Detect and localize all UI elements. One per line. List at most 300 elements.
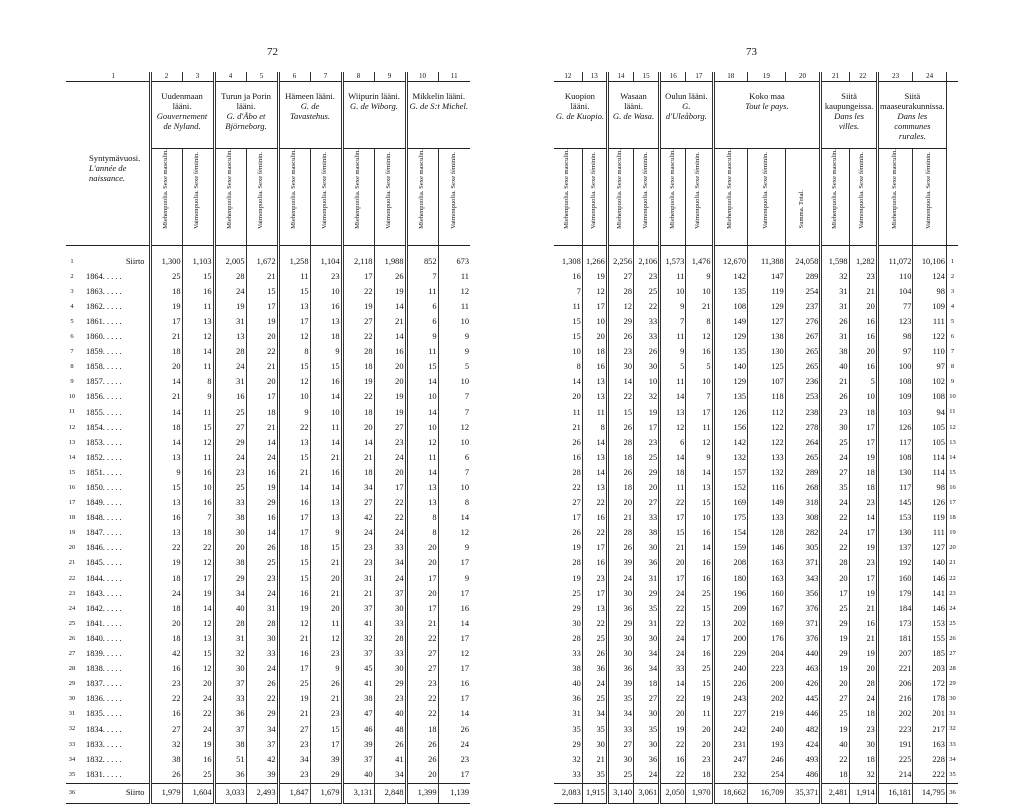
data-value: 118 xyxy=(748,390,786,405)
data-value: 16 xyxy=(310,300,342,315)
data-value: 173 xyxy=(877,617,913,632)
table-row xyxy=(554,405,958,420)
table-row xyxy=(554,586,958,601)
row-number: 14 xyxy=(68,453,76,461)
birth-year-cell: 1831. . . . . xyxy=(86,769,122,779)
data-value: 18 xyxy=(849,707,877,722)
data-value: 41 xyxy=(374,752,406,767)
data-value: 122 xyxy=(748,420,786,435)
male-label: Miehenpuolia. Sexe masculin. xyxy=(162,149,170,229)
county-name-fr: G. de Wasa. xyxy=(612,110,655,121)
sex-header xyxy=(877,149,913,246)
data-value: 38 xyxy=(572,664,581,674)
spacer-cell xyxy=(554,246,582,255)
data-value: 221 xyxy=(877,662,913,677)
spacer-cell xyxy=(634,246,660,255)
column-number: 13 xyxy=(582,72,607,82)
birth-year: 1833 xyxy=(86,739,103,749)
table-row xyxy=(554,375,958,390)
right-statistics-table xyxy=(554,72,958,804)
data-value: 97 xyxy=(913,360,946,375)
table-row xyxy=(554,284,958,299)
data-value: 33 xyxy=(572,769,581,779)
row-number: 32 xyxy=(68,725,76,733)
data-value: 17 xyxy=(246,300,278,315)
data-value: 27 xyxy=(150,722,182,737)
data-value: 31 xyxy=(821,330,849,345)
data-value: 153 xyxy=(877,511,913,526)
data-value: 20 xyxy=(374,466,406,481)
data-value: 17 xyxy=(438,586,470,601)
data-value: 34 xyxy=(246,722,278,737)
data-value: 130 xyxy=(748,345,786,360)
sex-header xyxy=(554,149,582,246)
column-number: 1 xyxy=(78,72,150,82)
county-name: Koko maa xyxy=(749,91,785,101)
data-value: 23 xyxy=(310,647,342,662)
data-value: 24 xyxy=(214,360,246,375)
data-value: 20 xyxy=(374,360,406,375)
data-value: 11 xyxy=(182,405,214,420)
data-value: 38 xyxy=(821,345,849,360)
carried-value: 852 xyxy=(406,254,438,269)
data-value: 21 xyxy=(849,632,877,647)
data-value: 46 xyxy=(342,722,374,737)
data-value: 25 xyxy=(607,767,633,783)
data-value: 30 xyxy=(634,541,660,556)
data-value: 18 xyxy=(660,466,686,481)
data-value: 119 xyxy=(913,511,946,526)
data-value: 17 xyxy=(849,526,877,541)
birth-year-cell: 1858. . . . . xyxy=(86,362,122,372)
table-row xyxy=(66,541,470,556)
data-value: 22 xyxy=(182,541,214,556)
data-value: 17 xyxy=(849,435,877,450)
table-row xyxy=(66,571,470,586)
data-value: 18 xyxy=(607,450,633,465)
data-value: 129 xyxy=(713,330,748,345)
data-value: 5 xyxy=(438,360,470,375)
data-value: 17 xyxy=(438,767,470,783)
data-value: 32 xyxy=(849,767,877,783)
data-value: 10 xyxy=(310,284,342,299)
table-row xyxy=(66,390,470,405)
data-value: 30 xyxy=(634,707,660,722)
spacer-cell xyxy=(66,246,78,255)
data-value: 26 xyxy=(607,466,633,481)
carried-value: 1,988 xyxy=(374,254,406,269)
data-value: 29 xyxy=(634,586,660,601)
table-row xyxy=(554,300,958,315)
data-value: 20 xyxy=(406,556,438,571)
data-value: 18 xyxy=(150,284,182,299)
data-value: 19 xyxy=(150,300,182,315)
data-value: 11 xyxy=(572,301,581,311)
data-value: 240 xyxy=(713,662,748,677)
spacer-cell xyxy=(278,246,310,255)
row-number: 7 xyxy=(70,348,74,356)
data-value: 29 xyxy=(246,496,278,511)
total-value: 1,847 xyxy=(278,783,310,803)
birth-year: 1851 xyxy=(86,467,103,477)
birth-year-cell: 1840. . . . . xyxy=(86,633,122,643)
data-value: 11 xyxy=(686,707,713,722)
data-value: 20 xyxy=(634,481,660,496)
data-value: 30 xyxy=(214,662,246,677)
table-row xyxy=(66,722,470,737)
county-group-header xyxy=(713,82,821,149)
data-value: 37 xyxy=(214,722,246,737)
birth-year: 1840 xyxy=(86,633,103,643)
total-value: 16,181 xyxy=(877,783,913,803)
data-value: 24 xyxy=(374,571,406,586)
data-value: 16 xyxy=(246,466,278,481)
data-value: 22 xyxy=(246,345,278,360)
data-value: 21 xyxy=(310,556,342,571)
data-value: 30 xyxy=(634,737,660,752)
data-value: 23 xyxy=(582,571,607,586)
data-value: 20 xyxy=(406,541,438,556)
birth-year-cell: 1863. . . . . xyxy=(86,286,122,296)
data-value: 22 xyxy=(374,496,406,511)
table-row xyxy=(554,556,958,571)
data-value: 176 xyxy=(748,632,786,647)
data-value: 24 xyxy=(821,496,849,511)
data-value: 15 xyxy=(686,677,713,692)
county-name: Wiipurin lääni. xyxy=(348,91,400,101)
table-row xyxy=(554,360,958,375)
data-value: 14 xyxy=(374,300,406,315)
data-value: 21 xyxy=(246,269,278,284)
data-value: 40 xyxy=(342,767,374,783)
data-value: 21 xyxy=(849,284,877,299)
data-value: 14 xyxy=(582,435,607,450)
page-number-right: 73 xyxy=(746,46,757,58)
data-value: 114 xyxy=(913,466,946,481)
data-value: 16 xyxy=(310,375,342,390)
table-row xyxy=(66,435,470,450)
column-number: 9 xyxy=(374,72,406,82)
sex-header xyxy=(150,149,182,246)
data-value: 308 xyxy=(785,511,821,526)
data-value: 13 xyxy=(582,481,607,496)
data-value: 114 xyxy=(913,450,946,465)
data-value: 24 xyxy=(150,586,182,601)
data-value: 16 xyxy=(150,662,182,677)
data-value: 33 xyxy=(214,692,246,707)
data-value: 21 xyxy=(278,466,310,481)
data-value: 20 xyxy=(214,541,246,556)
data-value: 486 xyxy=(785,767,821,783)
data-value: 10 xyxy=(582,315,607,330)
birth-year: 1857 xyxy=(86,377,103,387)
table-row xyxy=(554,662,958,677)
data-value: 17 xyxy=(278,511,310,526)
data-value: 31 xyxy=(821,300,849,315)
row-number: 31 xyxy=(946,707,958,722)
data-value: 36 xyxy=(214,707,246,722)
data-value: 16 xyxy=(686,647,713,662)
data-value: 28 xyxy=(849,677,877,692)
data-value: 18 xyxy=(849,752,877,767)
data-value: 14 xyxy=(150,405,182,420)
data-value: 29 xyxy=(607,315,633,330)
birth-year-header xyxy=(66,82,150,246)
female-label: Vaimonpuolia. Sexe féminin. xyxy=(694,151,702,229)
data-value: 22 xyxy=(821,511,849,526)
data-value: 13 xyxy=(310,496,342,511)
female-label: Vaimonpuolia. Sexe féminin. xyxy=(858,151,866,229)
birth-year-cell: 1855. . . . . xyxy=(86,407,122,417)
spacer-cell xyxy=(660,246,686,255)
data-value: 21 xyxy=(246,360,278,375)
data-value: 7 xyxy=(576,286,581,296)
data-value: 33 xyxy=(572,649,581,659)
county-name: Kuopion lääni. xyxy=(564,91,595,111)
data-value: 36 xyxy=(634,556,660,571)
data-value: 160 xyxy=(877,571,913,586)
data-value: 108 xyxy=(877,450,913,465)
data-value: 20 xyxy=(686,737,713,752)
data-value: 17 xyxy=(278,662,310,677)
data-value: 17 xyxy=(821,586,849,601)
data-value: 15 xyxy=(278,556,310,571)
data-value: 18 xyxy=(849,405,877,420)
birth-year-cell: 1848. . . . . xyxy=(86,513,122,523)
data-value: 146 xyxy=(913,571,946,586)
data-value: 163 xyxy=(913,737,946,752)
spacer-cell xyxy=(785,246,821,255)
data-value: 16 xyxy=(572,452,581,462)
table-row xyxy=(554,330,958,345)
data-value: 17 xyxy=(582,586,607,601)
birth-year: 1839 xyxy=(86,649,103,659)
data-value: 265 xyxy=(785,450,821,465)
sex-header xyxy=(686,149,713,246)
data-value: 18 xyxy=(607,481,633,496)
county-name: Oulun lääni. xyxy=(665,91,708,101)
data-value: 26 xyxy=(582,647,607,662)
data-value: 18 xyxy=(342,360,374,375)
row-number: 2 xyxy=(946,269,958,284)
carried-label: Siirto xyxy=(125,256,145,266)
data-value: 122 xyxy=(913,330,946,345)
column-number: 12 xyxy=(554,72,582,82)
county-group-header xyxy=(660,82,713,149)
data-value: 12 xyxy=(182,435,214,450)
table-row xyxy=(66,752,470,767)
table-row xyxy=(554,435,958,450)
data-value: 30 xyxy=(582,737,607,752)
data-value: 18 xyxy=(342,405,374,420)
data-value: 11 xyxy=(406,345,438,360)
row-number: 19 xyxy=(946,526,958,541)
data-value: 305 xyxy=(785,541,821,556)
table-row xyxy=(554,481,958,496)
birth-year: 1852 xyxy=(86,452,103,462)
data-value: 138 xyxy=(748,330,786,345)
spacer-cell xyxy=(946,246,958,255)
data-value: 13 xyxy=(582,375,607,390)
data-value: 14 xyxy=(406,405,438,420)
data-value: 15 xyxy=(150,481,182,496)
data-value: 35 xyxy=(607,692,633,707)
data-value: 179 xyxy=(877,586,913,601)
data-value: 9 xyxy=(310,662,342,677)
data-value: 12 xyxy=(438,647,470,662)
data-value: 9 xyxy=(310,526,342,541)
total-value: 3,033 xyxy=(214,783,246,803)
birth-year: 1863 xyxy=(86,286,103,296)
data-value: 112 xyxy=(748,405,786,420)
data-value: 32 xyxy=(214,647,246,662)
data-value: 376 xyxy=(785,632,821,647)
data-value: 24 xyxy=(634,767,660,783)
data-value: 13 xyxy=(582,450,607,465)
column-number-spacer xyxy=(66,72,78,82)
data-value: 24 xyxy=(214,284,246,299)
data-value: 28 xyxy=(607,284,633,299)
row-number: 4 xyxy=(946,300,958,315)
data-value: 42 xyxy=(342,511,374,526)
data-value: 11 xyxy=(278,269,310,284)
data-value: 17 xyxy=(374,481,406,496)
data-value: 12 xyxy=(686,435,713,450)
female-label: Vaimonpuolia. Sexe féminin. xyxy=(257,151,265,229)
data-value: 8 xyxy=(582,420,607,435)
carried-value: 12,670 xyxy=(713,254,748,269)
data-value: 48 xyxy=(374,722,406,737)
data-value: 13 xyxy=(310,511,342,526)
table-row xyxy=(554,707,958,722)
data-value: 22 xyxy=(150,692,182,707)
table-row xyxy=(66,586,470,601)
birth-year: 1844 xyxy=(86,573,103,583)
spacer-cell xyxy=(214,246,246,255)
data-value: 28 xyxy=(374,632,406,647)
data-value: 13 xyxy=(686,481,713,496)
row-number: 13 xyxy=(68,438,76,446)
total-value: 1,915 xyxy=(582,783,607,803)
data-value: 36 xyxy=(634,752,660,767)
county-name: Mikkelin lääni. xyxy=(412,91,465,101)
data-value: 34 xyxy=(374,767,406,783)
data-value: 207 xyxy=(877,647,913,662)
birth-year-cell: 1860. . . . . xyxy=(86,332,122,342)
row-number: 19 xyxy=(68,529,76,537)
data-value: 127 xyxy=(913,541,946,556)
birth-year-cell: 1836. . . . . xyxy=(86,694,122,704)
data-value: 16 xyxy=(438,677,470,692)
data-value: 141 xyxy=(913,586,946,601)
spacer-cell xyxy=(182,246,214,255)
data-value: 28 xyxy=(572,467,581,477)
data-value: 18 xyxy=(150,601,182,616)
row-number: 10 xyxy=(68,393,76,401)
spacer-cell xyxy=(748,246,786,255)
data-value: 265 xyxy=(785,360,821,375)
birth-year: 1832 xyxy=(86,754,103,764)
carried-value: 2,118 xyxy=(342,254,374,269)
column-number: 24 xyxy=(913,72,946,82)
birth-year-cell: 1832. . . . . xyxy=(86,754,122,764)
data-value: 128 xyxy=(748,526,786,541)
data-value: 10 xyxy=(572,347,581,357)
data-value: 33 xyxy=(607,722,633,737)
data-value: 214 xyxy=(877,767,913,783)
data-value: 17 xyxy=(686,632,713,647)
table-row xyxy=(554,692,958,707)
data-value: 12 xyxy=(686,330,713,345)
data-value: 27 xyxy=(572,498,581,508)
data-value: 9 xyxy=(438,330,470,345)
birth-year: 1850 xyxy=(86,483,103,492)
data-value: 23 xyxy=(634,435,660,450)
row-number: 23 xyxy=(946,586,958,601)
data-value: 9 xyxy=(406,330,438,345)
page-number-left: 72 xyxy=(267,46,278,58)
data-value: 17 xyxy=(406,601,438,616)
carried-value: 1,476 xyxy=(686,254,713,269)
data-value: 14 xyxy=(150,435,182,450)
data-value: 17 xyxy=(438,662,470,677)
row-number: 32 xyxy=(946,722,958,737)
data-value: 34 xyxy=(214,586,246,601)
data-value: 140 xyxy=(713,360,748,375)
data-value: 209 xyxy=(713,601,748,616)
data-value: 19 xyxy=(374,284,406,299)
row-number: 12 xyxy=(68,423,76,431)
data-value: 8 xyxy=(576,362,581,372)
data-value: 23 xyxy=(686,752,713,767)
table-row xyxy=(66,496,470,511)
data-value: 31 xyxy=(214,315,246,330)
sex-header xyxy=(582,149,607,246)
birth-year-cell: 1844. . . . . xyxy=(86,573,122,583)
female-label: Vaimonpuolia. Sexe féminin. xyxy=(449,151,457,229)
table-row xyxy=(66,767,470,783)
data-value: 19 xyxy=(214,300,246,315)
data-value: 34 xyxy=(634,647,660,662)
data-value: 98 xyxy=(913,481,946,496)
data-value: 29 xyxy=(214,435,246,450)
data-value: 20 xyxy=(821,677,849,692)
data-value: 9 xyxy=(278,405,310,420)
birth-year-cell: 1838. . . . . xyxy=(86,664,122,674)
data-value: 16 xyxy=(182,496,214,511)
data-value: 31 xyxy=(821,284,849,299)
data-value: 23 xyxy=(849,269,877,284)
row-number: 34 xyxy=(68,755,76,763)
row-number: 11 xyxy=(68,408,76,416)
row-number: 10 xyxy=(946,390,958,405)
data-value: 21 xyxy=(406,617,438,632)
data-value: 6 xyxy=(438,450,470,465)
data-value: 12 xyxy=(660,420,686,435)
data-value: 34 xyxy=(582,707,607,722)
data-value: 30 xyxy=(821,420,849,435)
data-value: 14 xyxy=(572,377,581,387)
data-value: 26 xyxy=(438,722,470,737)
row-number: 9 xyxy=(70,378,74,386)
data-value: 10 xyxy=(438,375,470,390)
row-number: 24 xyxy=(68,604,76,612)
data-value: 126 xyxy=(877,420,913,435)
data-value: 15 xyxy=(246,284,278,299)
data-value: 21 xyxy=(342,450,374,465)
data-value: 14 xyxy=(310,481,342,496)
table-row xyxy=(66,450,470,465)
